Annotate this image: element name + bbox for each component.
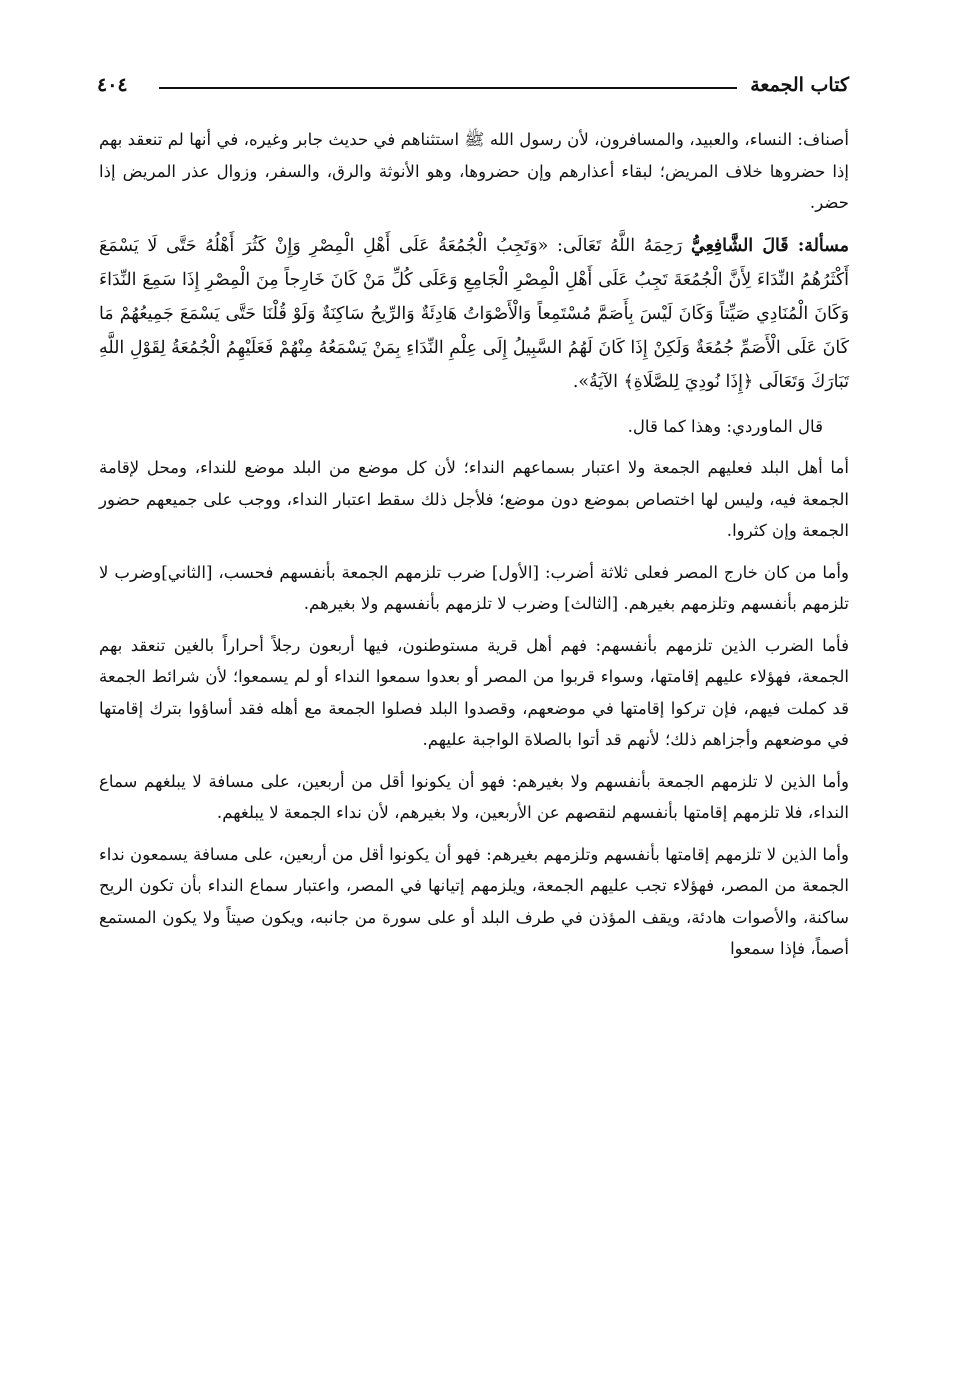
masala-paragraph — [99, 229, 849, 399]
paragraph: وأما الذين لا تلزمهم الجمعة بأنفسهم ولا بغيرهم: فهو أن يكونوا أقل من أربعين، على مسافة لا يبلغهم سماع النداء، فلا تلزمهم إقامتها بأنفسهم لنقصهم عن الأربعين، ولا بغيرهم، لأن نداء الجمعة لا يبلغهم. — [99, 771, 849, 822]
masala-label: مسألة: قَالَ الشَّافِعِيُّ — [690, 235, 849, 256]
paragraph: وأما الذين لا تلزمهم إقامتها بأنفسهم وتلزمهم بغيرهم: فهو أن يكونوا أقل من أربعين، على مسافة يسمعون نداء الجمعة من المصر، فهؤلاء تجب عليهم الجمعة، ويلزمهم إتيانها في المصر، واعتبار سماع النداء بأن تكون الريح ساكنة، والأصوات هادئة، ويقف المؤذن في طرف البلد أو على سورة من جانبه، ويكون صيتاً ولا يكون المستمع أصماً، فإذا سمعوا — [99, 844, 849, 958]
header-rule — [159, 87, 737, 89]
paragraph: أما أهل البلد فعليهم الجمعة ولا اعتبار بسماعهم النداء؛ لأن كل موضع من البلد موضع للنداء، ومحل لإقامة الجمعة فيه، وليس لها اختصاص بموضع دون موضع؛ فلأجل ذلك سقط اعتبار النداء، ووجب على جميعهم حضور الجمعة وإن كثروا. — [99, 458, 849, 540]
running-header — [97, 66, 849, 106]
page-body — [99, 124, 849, 975]
paragraph: أصناف: النساء، والعبيد، والمسافرون، لأن رسول الله ﷺ استثناهم في حديث جابر وغيره، في أنها لم تنعقد بهم إذا حضروها خلاف المريض؛ لبقاء أعذارهم وإن حضروها، وهو الأنوثة والرق، والسفر، وزوال عذر المريض إذا حضر. — [99, 130, 849, 212]
paragraph: وأما من كان خارج المصر فعلى ثلاثة أضرب: [الأول] ضرب تلزمهم الجمعة بأنفسهم فحسب، [الثاني]وضرب لا تلزمهم بأنفسهم وتلزمهم بغيرهم. [الثالث] وضرب لا تلزمهم بأنفسهم ولا بغيرهم. — [99, 562, 849, 613]
paragraph: قال الماوردي: وهذا كما قال. — [627, 416, 823, 436]
page-number: ٤٠٤ — [97, 74, 128, 96]
masala-text: رَحِمَهُ اللَّهُ تَعَالَى: «وَتَجِبُ الْجُمُعَةُ عَلَى أَهْلِ الْمِصْرِ وَإِنْ كَثُرَ أَهْلُهُ حَتَّى لَا يَسْمَعَ أَكْثَرُهُمُ النِّدَاءَ لِأَنَّ الْجُمُعَةَ تَجِبُ عَلَى أَهْلِ الْمِصْرِ الْجَامِعِ وَعَلَى كُلِّ مَنْ كَانَ خَارِجاً مِنَ الْمِصْرِ إِذَا سَمِعَ النِّدَاءَ وَكَانَ الْمُنَادِي صَيِّتاً وَكَانَ لَيْسَ بِأَصَمَّ مُسْتَمِعاً وَالْأَصْوَاتُ هَادِئَةٌ وَالرِّيحُ سَاكِنَةٌ وَلَوْ قُلْنَا حَتَّى يَسْمَعَ جَمِيعُهُمْ مَا كَانَ عَلَى الْأَصَمِّ جُمُعَةٌ وَلَكِنْ إِذَا كَانَ لَهُمُ السَّبِيلُ إِلَى عِلْمِ النِّدَاءِ بِمَنْ يَسْمَعُهُ مِنْهُمْ فَعَلَيْهِمُ الْجُمُعَةُ لِقَوْلِ اللَّهِ تَبَارَكَ وَتَعَالَى ﴿إِذَا نُودِيَ لِلصَّلَاةِ﴾ الآيَةُ». — [99, 235, 849, 392]
book-title: كتاب الجمعة — [750, 74, 849, 96]
paragraph: فأما الضرب الذين تلزمهم بأنفسهم: فهم أهل قرية مستوطنون، فيها أربعون رجلاً أحراراً بالغين تنعقد بهم الجمعة، فهؤلاء عليهم إقامتها، وسواء قربوا من المصر أو بعدوا سمعوا النداء أو لم يسمعوا؛ لأن شرائط الجمعة قد كملت فيهم، فإن تركوا إقامتها في موضعهم، وقصدوا البلد فصلوا الجمعة مع أهله فقد أساؤوا بترك إقامتها في موضعهم وأجزاهم ذلك؛ لأنهم قد أتوا بالصلاة الواجبة عليهم. — [99, 635, 849, 749]
